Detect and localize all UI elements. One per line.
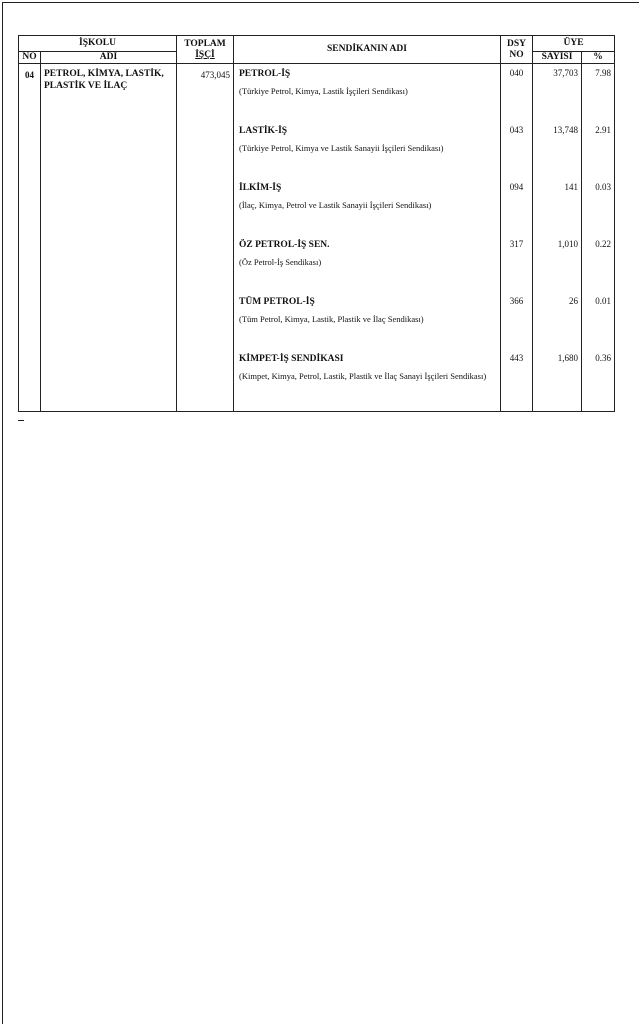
list-item (234, 235, 500, 292)
member-percent-column (582, 64, 615, 412)
union-member-count: 37,703 (553, 68, 578, 78)
union-member-count: 13,748 (553, 125, 578, 135)
union-member-percent: 0.22 (595, 239, 611, 249)
header-toplam-line1: TOPLAM (184, 38, 226, 49)
union-dsy-no: 043 (509, 125, 524, 135)
union-member-percent: 0.01 (595, 296, 611, 306)
union-name: İLKİM-İŞ (239, 183, 282, 193)
sector-name: PETROL, KİMYA, LASTİK, PLASTİK VE İLAÇ (41, 64, 177, 412)
union-name: TÜM PETROL-İŞ (239, 297, 315, 307)
union-full-name: (Öz Petrol-İş Sendikası) (239, 257, 322, 267)
list-item (234, 64, 500, 121)
header-dsy-line1: DSY (506, 38, 526, 49)
header-sendikanin-adi: SENDİKANIN ADI (234, 36, 501, 64)
list-item (234, 121, 500, 178)
union-member-count: 1,010 (557, 239, 578, 249)
union-dsy-no: 443 (509, 353, 524, 363)
union-member-percent: 0.03 (595, 182, 611, 192)
header-no: NO (19, 52, 41, 64)
header-adi: ADI (41, 52, 177, 64)
header-uye: ÜYE (533, 36, 615, 52)
header-iskolu: İŞKOLU (19, 36, 177, 52)
union-member-percent: 7.98 (595, 68, 611, 78)
union-dsy-no: 094 (509, 182, 524, 192)
union-name: LASTİK-İŞ (239, 126, 288, 136)
union-member-percent: 2.91 (595, 125, 611, 135)
union-full-name: (Tüm Petrol, Kimya, Lastik, Plastik ve İlaç Sendikası) (239, 314, 424, 324)
union-name: PETROL-İŞ (239, 69, 291, 79)
union-name: ÖZ PETROL-İŞ SEN. (239, 240, 330, 250)
union-member-count: 141 (564, 182, 578, 192)
union-full-name: (Kimpet, Kimya, Petrol, Lastik, Plastik ve İlaç Sanayi İşçileri Sendikası) (239, 371, 487, 381)
union-full-name: (İlaç, Kimya, Petrol ve Lastik Sanayii İşçileri Sendikası) (239, 200, 432, 210)
list-item (234, 349, 500, 411)
union-dsy-no: 366 (509, 296, 524, 306)
header-toplam-isci (177, 36, 234, 64)
header-toplam-line2: İŞÇİ (195, 49, 215, 60)
sector-no: 04 (19, 64, 41, 412)
table-bottom-tick (18, 420, 24, 421)
sector-total-workers: 473,045 (177, 64, 234, 412)
union-names-column (234, 64, 501, 412)
header-percent: % (582, 52, 615, 64)
header-dsy-line2: NO (509, 49, 524, 60)
union-dsy-no: 040 (509, 68, 524, 78)
union-full-name: (Türkiye Petrol, Kimya ve Lastik Sanayii İşçileri Sendikası) (239, 143, 444, 153)
header-sayisi: SAYISI (533, 52, 582, 64)
union-membership-table-sheet (18, 35, 614, 412)
dsy-no-column (501, 64, 533, 412)
union-member-percent: 0.36 (595, 353, 611, 363)
union-name: KİMPET-İŞ SENDİKASI (239, 354, 344, 364)
list-item (234, 292, 500, 349)
list-item (234, 178, 500, 235)
union-full-name: (Türkiye Petrol, Kimya, Lastik İşçileri Sendikası) (239, 86, 408, 96)
member-count-column (533, 64, 582, 412)
union-membership-table (18, 35, 615, 412)
header-dsy-no (501, 36, 533, 64)
table-row (19, 64, 615, 412)
union-dsy-no: 317 (509, 239, 524, 249)
union-member-count: 1,680 (557, 353, 578, 363)
union-member-count: 26 (569, 296, 578, 306)
